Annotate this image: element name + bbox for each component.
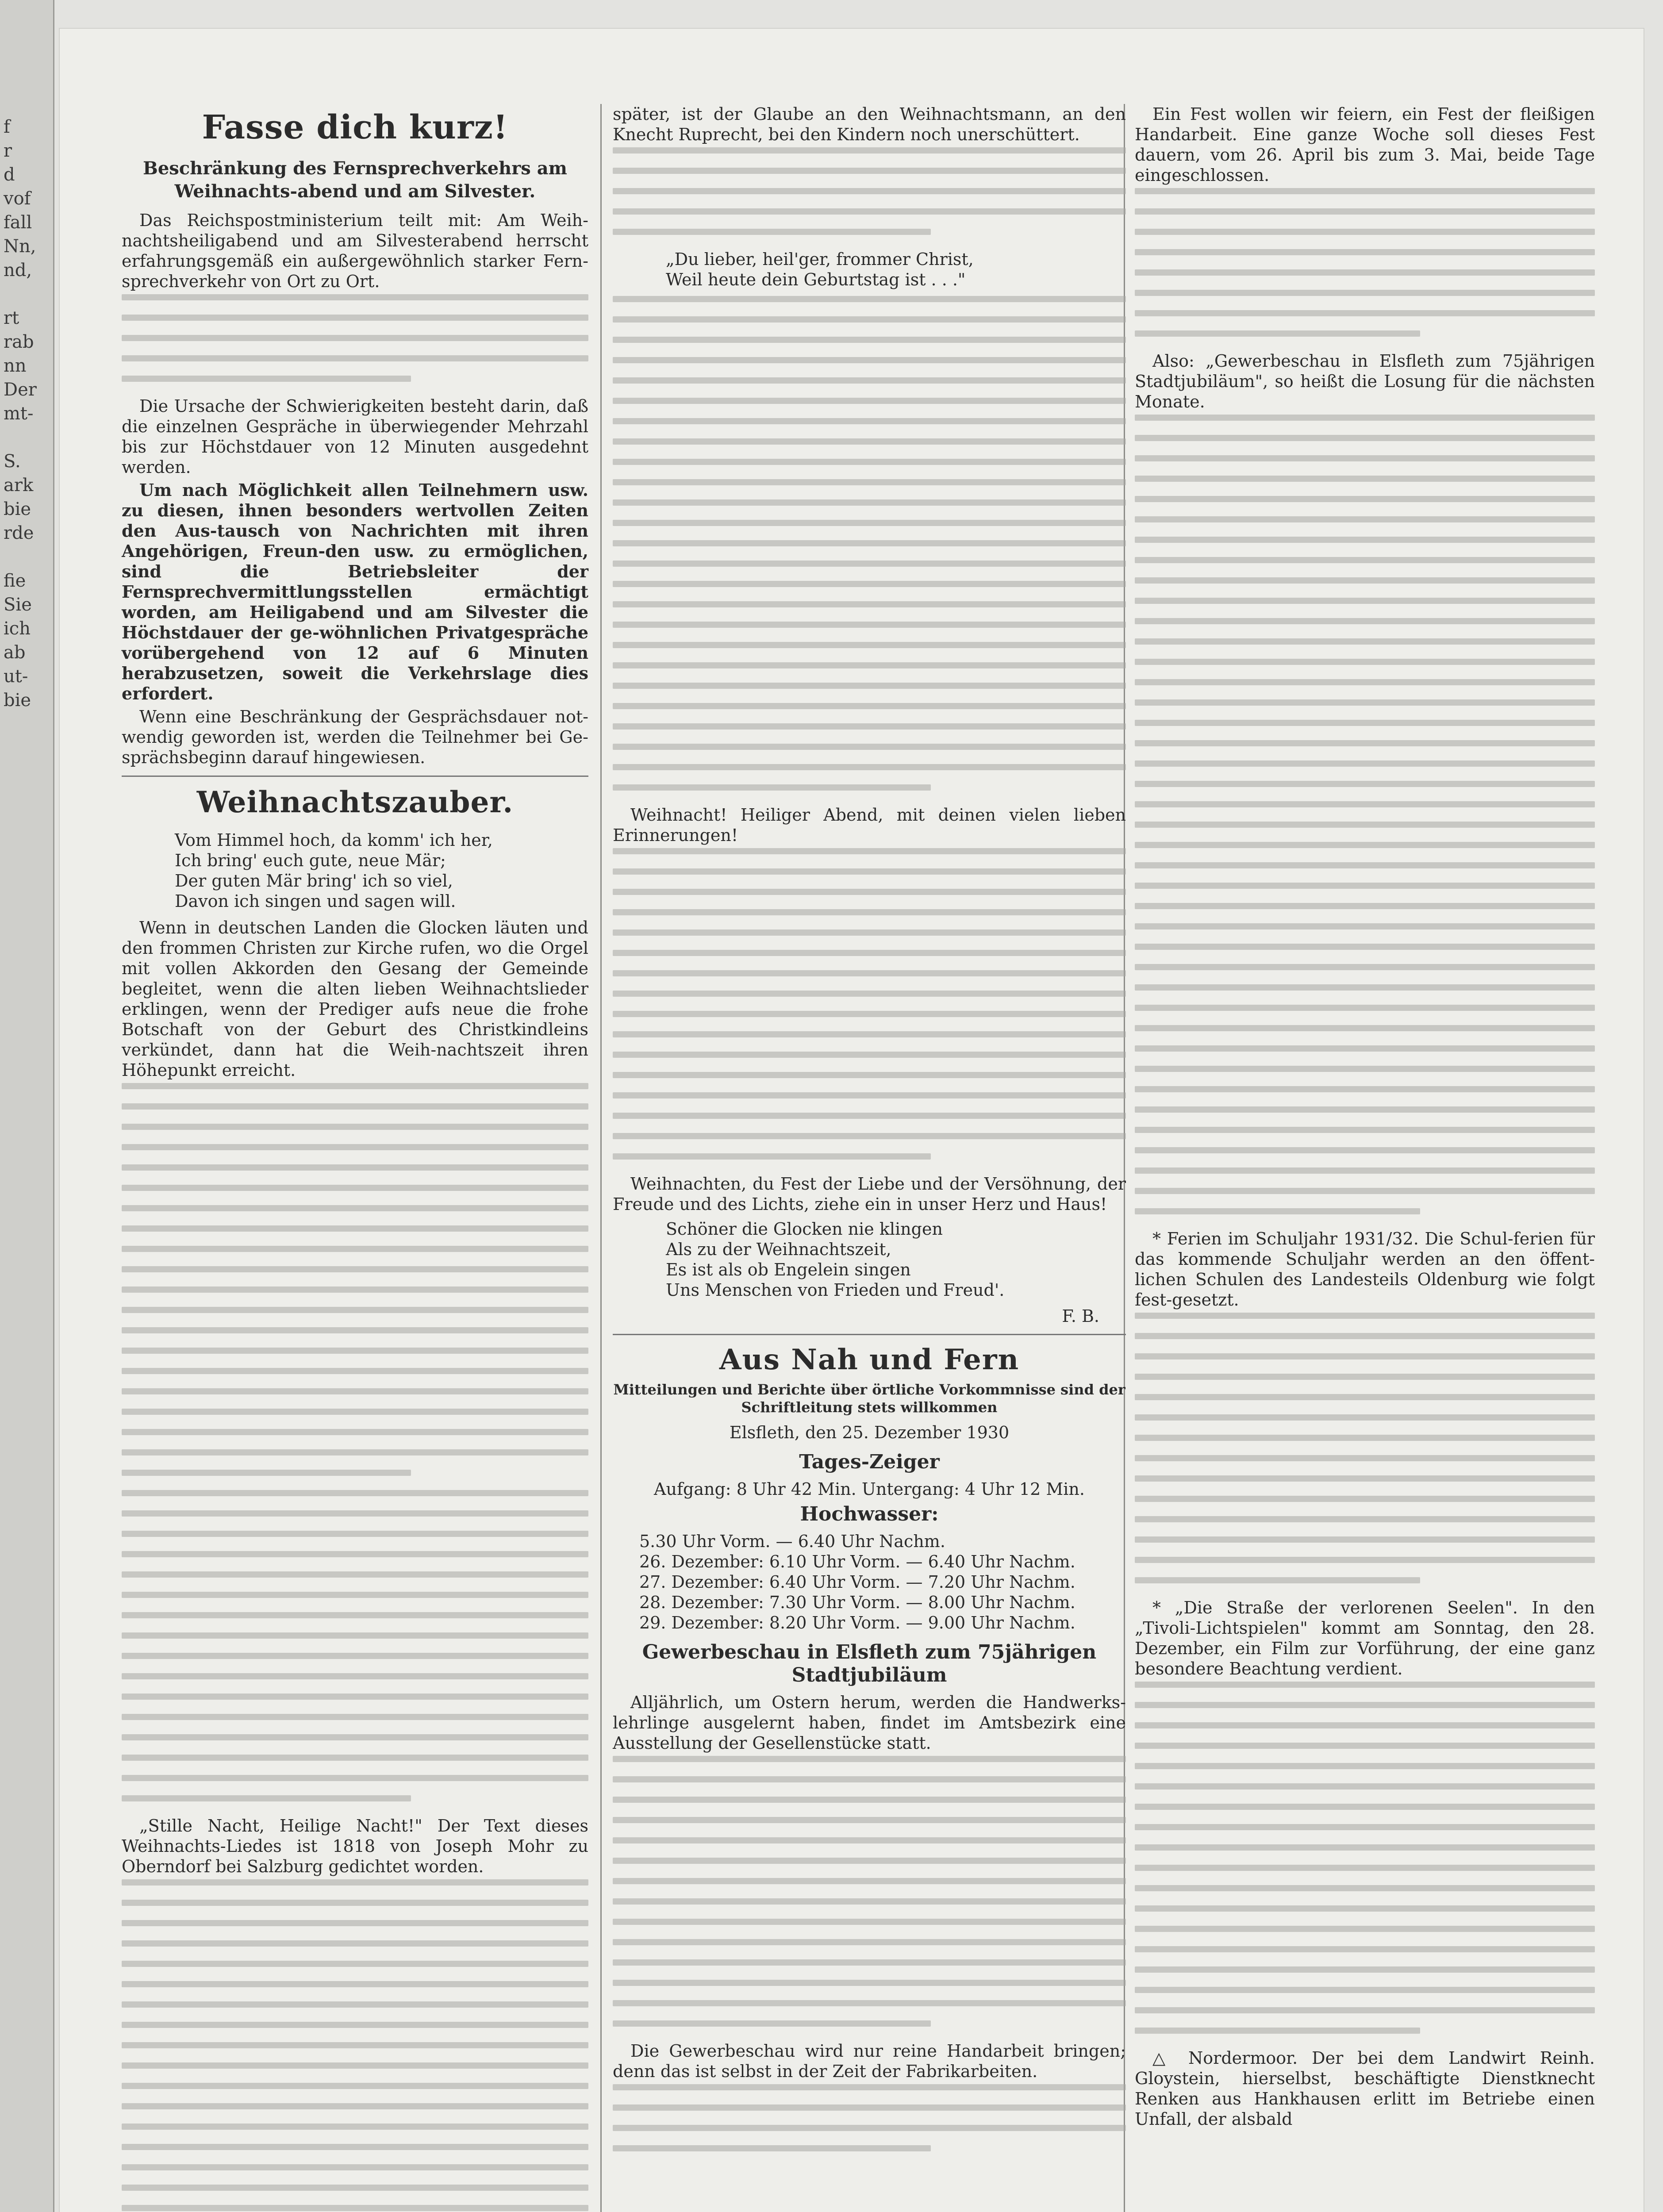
adjacent-page-edge bbox=[0, 0, 54, 2212]
gewerbeschau-title: Gewerbeschau in Elsfleth zum 75jährigen Stadtjubiläum bbox=[642, 1641, 1097, 1686]
verse-line: Der guten Mär bring' ich so viel, bbox=[175, 871, 453, 891]
unreadable-text-lines bbox=[122, 1083, 588, 1801]
verse-line: Davon ich singen und sagen will. bbox=[175, 891, 456, 911]
verse-line: Als zu der Weihnachtszeit, bbox=[666, 1240, 891, 1259]
article-subtitle: Beschränkung des Fernsprechverkehrs am Weihnachts-abend und am Silvester. bbox=[143, 158, 567, 202]
paragraph: Das Reichspostministerium teilt mit: Am Weih-nachtsheiligabend und am Silvesterabend herrscht erfahrungsgemäß ein außergewöhnlich starker Fern-sprechverkehr von Ort zu Ort. bbox=[122, 211, 588, 291]
verse-line: Uns Menschen von Frieden und Freud'. bbox=[666, 1280, 1005, 1300]
unreadable-text-lines bbox=[613, 147, 1126, 235]
paragraph: „Stille Nacht, Heilige Nacht!" Der Text dieses Weihnachts-Liedes ist 1818 von Joseph Mohr zu Oberndorf bei Salzburg gedichtet worden. bbox=[122, 1816, 588, 1876]
column-left bbox=[122, 104, 588, 2212]
paragraph: Weihnacht! Heiliger Abend, mit deinen vielen lieben Erinnerungen! bbox=[613, 805, 1126, 845]
paragraph: Wenn in deutschen Landen die Glocken läuten und den frommen Christen zur Kirche rufen, wo die Orgel mit vollen Akkorden den Gesang der Gemeinde begleitet, wenn die alten lieben Weihnachtslieder erklingen, wenn der Prediger aufs neue die frohe Botschaft von der Geburt des Christkindleins verkündet, dann hat die Weih-nachtszeit ihren Höhepunkt erreicht. bbox=[122, 918, 588, 1080]
column-rule bbox=[600, 104, 602, 2212]
section-subtitle: Mitteilungen und Berichte über örtliche Vorkommnisse sind der Schriftleitung stets willkommen bbox=[613, 1381, 1125, 1416]
adjacent-page-fragments: f r d vof fall Nn, nd, rt rab nn Der mt- S. ark bie rde fie Sie ich ab ut- bie bbox=[4, 117, 37, 710]
unreadable-text-lines bbox=[613, 2084, 1126, 2151]
hochwasser-title: Hochwasser: bbox=[800, 1503, 939, 1525]
article-title: Fasse dich kurz! bbox=[202, 108, 508, 146]
article-title: Weihnachtszauber. bbox=[196, 785, 514, 819]
unreadable-text-lines bbox=[1135, 1313, 1595, 1583]
unreadable-text-lines bbox=[122, 294, 588, 382]
sun-times: Aufgang: 8 Uhr 42 Min. Untergang: 4 Uhr 12 Min. bbox=[654, 1479, 1085, 1499]
paragraph: * Ferien im Schuljahr 1931/32. Die Schul-ferien für das kommende Schuljahr werden an den öffent-lichen Schulen des Landesteils Oldenburg wie folgt fest-gesetzt. bbox=[1135, 1229, 1595, 1310]
dateline: Elsfleth, den 25. Dezember 1930 bbox=[729, 1423, 1010, 1442]
hochwasser-row: 26. Dezember: 6.10 Uhr Vorm. — 6.40 Uhr Nachm. bbox=[639, 1552, 1075, 1571]
verse bbox=[666, 1219, 1126, 1300]
divider bbox=[122, 776, 588, 777]
unreadable-text-lines bbox=[613, 296, 1126, 791]
paragraph: Die Gewerbeschau wird nur reine Handarbeit bringen; denn das ist selbst in der Zeit der Fabrikarbeiten. bbox=[613, 2041, 1126, 2081]
paragraph: Ein Fest wollen wir feiern, ein Fest der fleißigen Handarbeit. Eine ganze Woche soll dieses Fest dauern, vom 26. April bis zum 3. Mai, beide Tage eingeschlossen. bbox=[1135, 104, 1595, 185]
paragraph: Alljährlich, um Ostern herum, werden die Handwerks-lehrlinge ausgelernt haben, findet im Amtsbezirk eine Ausstellung der Gesellenstücke statt. bbox=[613, 1693, 1126, 1753]
hochwasser-row: 29. Dezember: 8.20 Uhr Vorm. — 9.00 Uhr Nachm. bbox=[639, 1613, 1075, 1632]
unreadable-text-lines bbox=[122, 1879, 588, 2212]
verse-line: Vom Himmel hoch, da komm' ich her, bbox=[175, 830, 493, 850]
paragraph: Die Ursache der Schwierigkeiten besteht darin, daß die einzelnen Gespräche in überwiegender Mehrzahl bis zur Höchstdauer von 12 Minuten ausgedehnt werden. bbox=[122, 396, 588, 477]
verse-line: Ich bring' euch gute, neue Mär; bbox=[175, 851, 446, 870]
section-title: Aus Nah und Fern bbox=[719, 1343, 1020, 1376]
signature: F. B. bbox=[1062, 1306, 1099, 1326]
divider bbox=[613, 1334, 1126, 1335]
paragraph: Also: „Gewerbeschau in Elsfleth zum 75jährigen Stadtjubiläum", so heißt die Losung für die nächsten Monate. bbox=[1135, 351, 1595, 411]
verse bbox=[666, 249, 1126, 290]
paragraph: Wenn eine Beschränkung der Gesprächsdauer not-wendig geworden ist, werden die Teilnehmer bei Ge-sprächsbeginn darauf hingewiesen. bbox=[122, 707, 588, 767]
unreadable-text-lines bbox=[1135, 1682, 1595, 2034]
unreadable-text-lines bbox=[1135, 415, 1595, 1214]
hochwasser-row: 5.30 Uhr Vorm. — 6.40 Uhr Nachm. bbox=[639, 1532, 945, 1551]
verse bbox=[175, 830, 588, 911]
unreadable-text-lines bbox=[613, 848, 1126, 1160]
verse-line: Es ist als ob Engelein singen bbox=[666, 1260, 911, 1279]
hochwasser-row: 28. Dezember: 7.30 Uhr Vorm. — 8.00 Uhr Nachm. bbox=[639, 1593, 1075, 1612]
verse-line: Schöner die Glocken nie klingen bbox=[666, 1219, 943, 1239]
hochwasser-row: 27. Dezember: 6.40 Uhr Vorm. — 7.20 Uhr Nachm. bbox=[639, 1572, 1075, 1592]
bold-notice: Um nach Möglichkeit allen Teilnehmern usw. zu diesen, ihnen besonders wertvollen Zeiten den Aus-tausch von Nachrichten mit ihren Angehörigen, Freun-den usw. zu ermöglichen, sind die Betriebsleiter der Fernsprechvermittlungsstellen ermächtigt worden, am Heiligabend und am Silvester die Höchstdauer der ge-wöhnlichen Privatgespräche vorübergehend von 12 auf 6 Minuten herabzusetzen, soweit die Verkehrslage dies erfordert. bbox=[122, 480, 588, 703]
column-middle bbox=[613, 104, 1126, 2166]
newspaper-page bbox=[60, 29, 1644, 2212]
paragraph: Weihnachten, du Fest der Liebe und der Versöhnung, der Freude und des Lichts, ziehe ein in unser Herz und Haus! bbox=[613, 1174, 1126, 1214]
unreadable-text-lines bbox=[1135, 188, 1595, 337]
verse-line: Weil heute dein Geburtstag ist . . ." bbox=[666, 270, 966, 289]
paragraph: △ Nordermoor. Der bei dem Landwirt Reinh. Gloystein, hierselbst, beschäftigte Dienstknecht Renken aus Hankhausen erlitt im Betriebe einen Unfall, der alsbald bbox=[1135, 2048, 1595, 2129]
tageszeiger-title: Tages-Zeiger bbox=[799, 1451, 940, 1473]
verse-line: „Du lieber, heil'ger, frommer Christ, bbox=[666, 250, 974, 269]
paragraph: später, ist der Glaube an den Weihnachtsmann, an den Knecht Ruprecht, bei den Kindern noch unerschüttert. bbox=[613, 104, 1126, 144]
paragraph: * „Die Straße der verlorenen Seelen". In den „Tivoli-Lichtspielen" kommt am Sonntag, den 28. Dezember, ein Film zur Vorführung, der eine ganz besondere Beachtung verdient. bbox=[1135, 1598, 1595, 1678]
column-right bbox=[1135, 104, 1595, 2132]
unreadable-text-lines bbox=[613, 1756, 1126, 2027]
